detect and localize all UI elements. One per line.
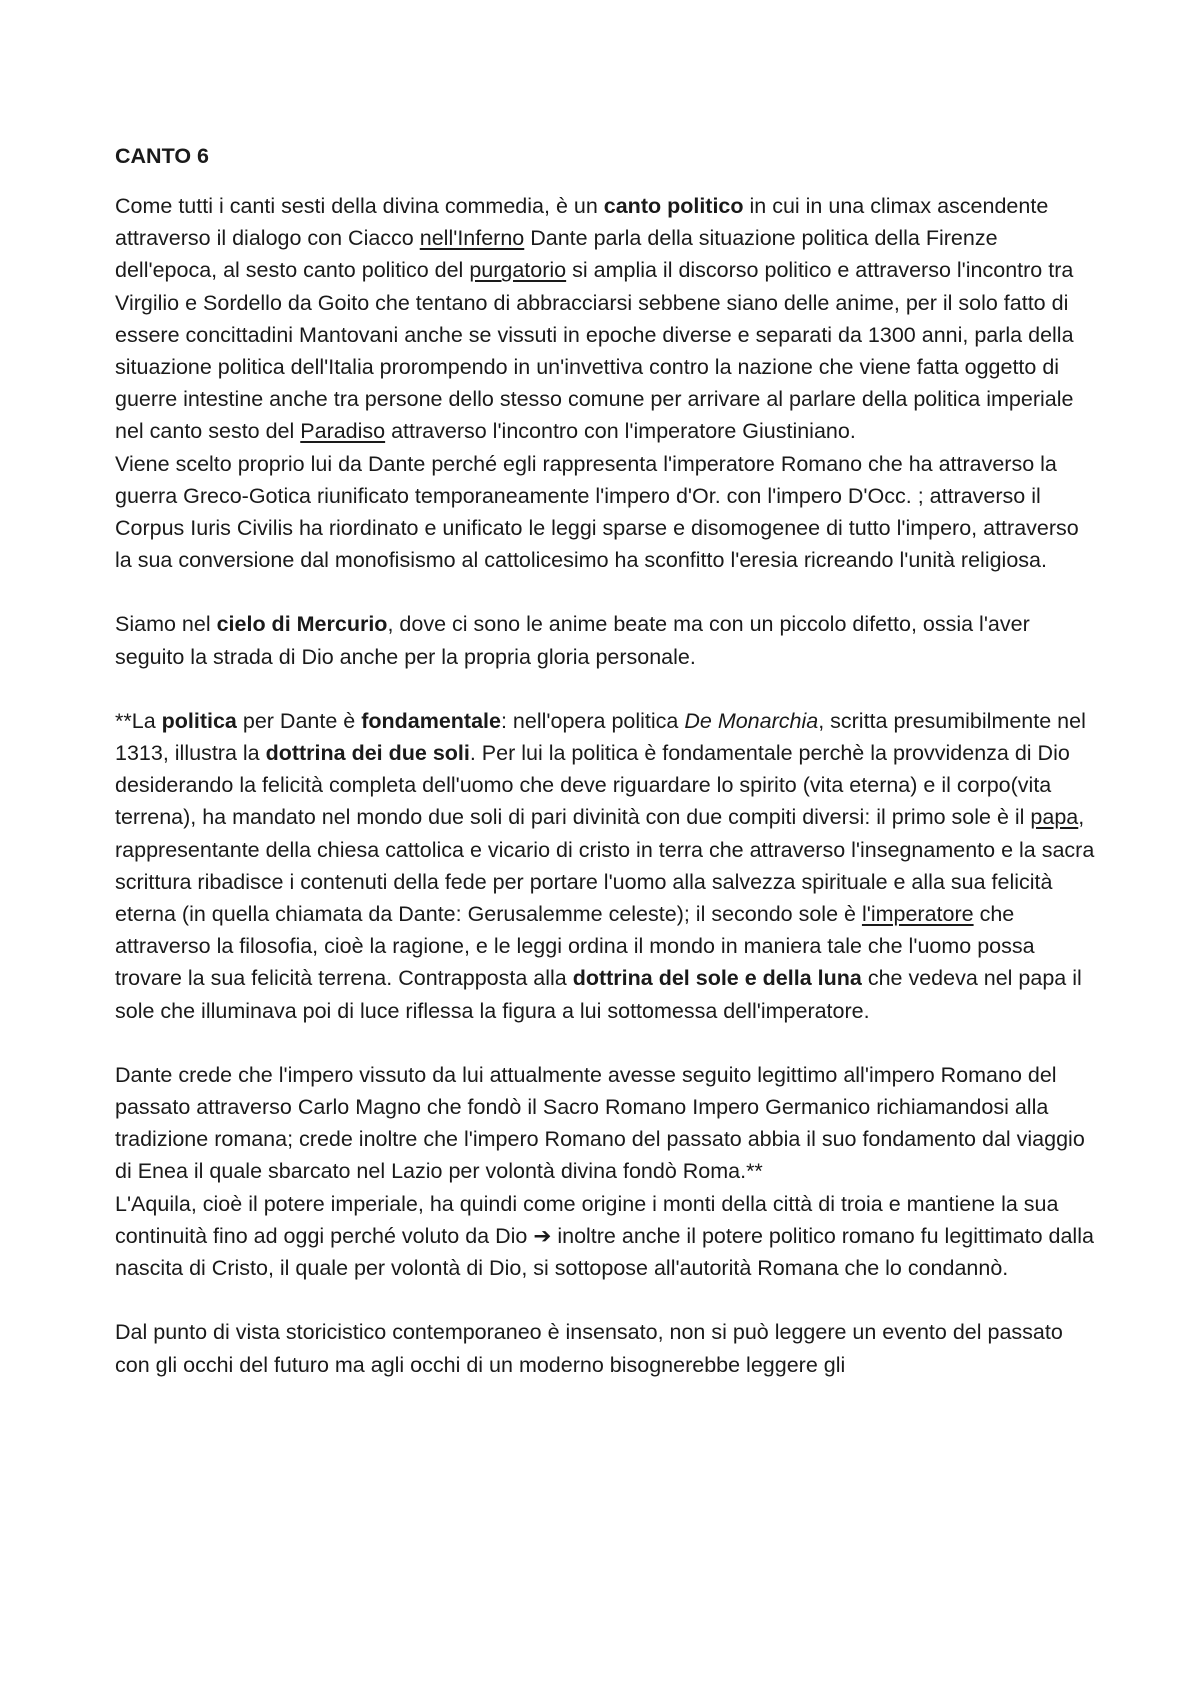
document-title: CANTO 6 [115,144,209,168]
paragraph-mercurio [115,608,1100,672]
text-run: in cui in una climax ascendente attraverso il dialogo con Ciacco [115,194,1049,251]
underlined-text: Paradiso [300,419,386,444]
paragraph-politica [115,705,1100,1027]
text-run: , dove ci sono le anime beate ma con un piccolo difetto, ossia l'aver seguito la strada di Dio anche per la propria gloria personale. [115,612,1030,669]
italic-text: De Monarchia [684,708,819,733]
text-run: : nell'opera politica [500,708,685,733]
paragraph-storicistico [115,1316,1100,1380]
bold-text: dottrina dei due soli [265,741,470,766]
text-run: Siamo nel [115,612,217,637]
text-run: **La [115,708,162,733]
paragraph-giustiniano [115,448,1100,577]
text-run: Dante parla della situazione politica della Firenze dell'epoca, al sesto canto politico del [115,226,998,283]
paragraph-impero [115,1059,1100,1188]
text-run: Dal punto di vista storicistico contemporaneo è insensato, non si può leggere un evento del passato con gli occhi del futuro ma agli occhi di un moderno bisognerebbe leggere gli [115,1320,1063,1377]
text-run: L'Aquila, cioè il potere imperiale, ha quindi come origine i monti della città di troia e mantiene la sua continuità fino ad oggi perché voluto da Dio [115,1191,1059,1248]
text-run: , rappresentante della chiesa cattolica e vicario di cristo in terra che attraverso l'insegnamento e la sacra scrittura ribadisce i contenuti della fede per portare l'uomo alla salvezza spirituale e alla sua felicità eterna (in quella chiamata da Dante: Gerusalemme celeste); il secondo sole è [115,805,1095,927]
bold-text: dottrina del sole e della luna [572,966,862,991]
underlined-text: papa [1030,805,1079,830]
document-page [115,140,1100,1381]
text-run: si amplia il discorso politico e attraverso l'incontro tra Virgilio e Sordello da Goito che tentano di abbracciarsi sebbene siano delle anime, per il solo fatto di essere concittadini Mantovani anche se vissuti in epoche diverse e separati da 1300 anni, parla della situazione politica dell'Italia prorompendo in un'invettiva contro la nazione che viene fatta oggetto di guerre intestine anche tra persone dello stesso comune per arrivare al parlare della politica imperiale nel canto sesto del [115,258,1074,444]
text-run: , scritta presumibilmente nel 1313, illustra la [115,708,1086,766]
paragraph-aquila [115,1188,1100,1285]
text-run: attraverso l'incontro con l'imperatore Giustiniano. [385,419,856,444]
text-run: . Per lui la politica è fondamentale perchè la provvidenza di Dio desiderando la felicità completa dell'uomo che deve riguardare lo spirito (vita eterna) e il corpo(vita terrena), ha mandato nel mondo due soli di pari divinità con due compiti diversi: il primo sole è il [115,741,1070,830]
text-run: Dante crede che l'impero vissuto da lui attualmente avesse seguito legittimo all'impero Romano del passato attraverso Carlo Magno che fondò il Sacro Romano Impero Germanico richiamandosi alla tradizione romana; crede inoltre che l'impero Romano del passato abbia il suo fondamento dal viaggio di Enea il quale sbarcato nel Lazio per volontà divina fondò Roma.** [115,1062,1085,1184]
bold-text: cielo di Mercurio [216,612,388,637]
underlined-text: l'imperatore [861,902,974,927]
underlined-text: nell'Inferno [419,226,525,251]
text-run: che vedeva nel papa il sole che illuminava poi di luce riflessa la figura a lui sottomessa dell'imperatore. [115,966,1082,1023]
text-run: Viene scelto proprio lui da Dante perché egli rappresenta l'imperatore Romano che ha attraverso la guerra Greco-Gotica riunificato temporaneamente l'impero d'Or. con l'impero D'Occ. ; attraverso il Corpus Iuris Civilis ha riordinato e unificato le leggi sparse e disomogenee di tutto l'impero, attraverso la sua conversione dal monofisismo al cattolicesimo ha sconfitto l'eresia ricreando l'unità religiosa. [115,451,1079,573]
bold-text: fondamentale [361,708,501,733]
bold-text: ➔ [533,1223,552,1248]
text-run: per Dante è [236,708,362,733]
paragraph-intro [115,190,1100,448]
text-run: che attraverso la filosofia, cioè la ragione, e le leggi ordina il mondo in maniera tale che l'uomo possa trovare la sua felicità terrena. Contrapposta alla [115,902,1035,991]
bold-text: canto politico [603,194,744,218]
text-run: Come tutti i canti sesti della divina commedia, è un [115,194,604,218]
text-run: inoltre anche il potere politico romano fu legittimato dalla nascita di Cristo, il quale per volontà di Dio, si sottopose all'autorità Romana che lo condannò. [115,1223,1094,1281]
underlined-text: purgatorio [469,258,567,283]
bold-text: politica [161,708,237,733]
